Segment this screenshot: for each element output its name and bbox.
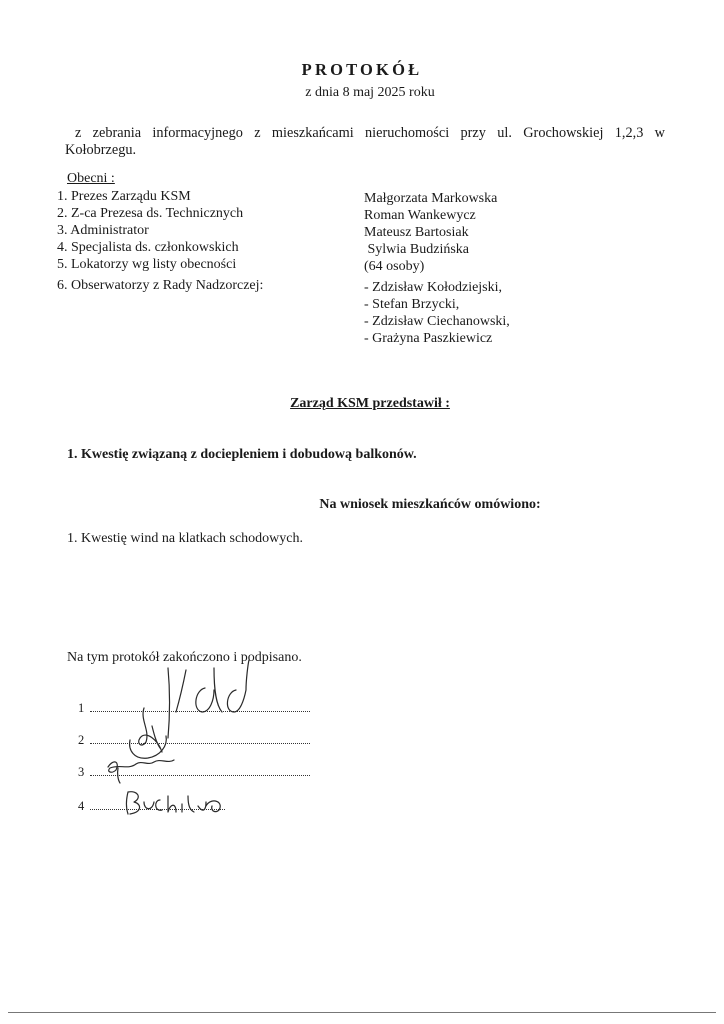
- observer-3: - Zdzisław Ciechanowski,: [364, 314, 510, 329]
- signature-1-stroke: [196, 688, 214, 712]
- document-date: z dnia 8 maj 2025 roku: [305, 85, 435, 100]
- observer-2: - Stefan Brzycki,: [364, 297, 460, 312]
- present-role-1: 1. Prezes Zarządu KSM: [57, 189, 191, 204]
- signature-number: 1: [78, 701, 85, 715]
- signature-2-stroke: [130, 736, 167, 758]
- footer-rule: [8, 1012, 716, 1013]
- signature-number: 3: [78, 765, 85, 779]
- present-role-2: 2. Z-ca Prezesa ds. Technicznych: [57, 206, 244, 221]
- signature-2-stroke: [152, 726, 160, 748]
- present-name-2: Roman Wankewycz: [364, 208, 476, 223]
- present-role-4: 4. Specjalista ds. członkowskich: [57, 240, 239, 255]
- present-name-1: Małgorzata Markowska: [364, 191, 498, 206]
- present-role-5: 5. Lokatorzy wg listy obecności: [57, 257, 237, 272]
- observer-4: - Grażyna Paszkiewicz: [364, 331, 493, 346]
- signature-1-stroke: [168, 668, 170, 738]
- request-item: 1. Kwestię wind na klatkach schodowych.: [67, 531, 303, 546]
- signature-number: 2: [78, 733, 85, 747]
- board-heading: Zarząd KSM przedstawił :: [290, 396, 450, 411]
- signature-4-stroke: [144, 796, 194, 812]
- closing-sentence: Na tym protokół zakończono i podpisano.: [67, 650, 302, 665]
- signature-1-stroke: [176, 670, 186, 712]
- present-role-6: 6. Obserwatorzy z Rady Nadzorczej:: [57, 278, 264, 293]
- intro-line-1: z zebrania informacyjnego z mieszkańcami nieruchomości przy ul. Grochowskiej 1,2,3 w: [75, 125, 665, 141]
- signature-number: 4: [78, 799, 85, 813]
- signature-4-stroke: [127, 792, 140, 814]
- present-name-4: Sylwia Budzińska: [364, 242, 469, 257]
- signature-3-stroke: [118, 768, 120, 783]
- observer-1: - Zdzisław Kołodziejski,: [364, 280, 503, 295]
- document-title: PROTOKÓŁ: [301, 60, 423, 79]
- signature-1-stroke: [227, 660, 249, 712]
- present-label: Obecni :: [67, 171, 115, 186]
- present-name-3: Mateusz Bartosiak: [364, 225, 469, 240]
- request-heading: Na wniosek mieszkańców omówiono:: [319, 497, 541, 512]
- present-role-3: 3. Administrator: [57, 223, 149, 238]
- board-item: 1. Kwestię związaną z dociepleniem i dobudową balkonów.: [67, 447, 417, 462]
- present-name-5: (64 osoby): [364, 259, 425, 274]
- intro-line-2: Kołobrzegu.: [65, 142, 137, 158]
- signature-1-stroke: [214, 668, 222, 712]
- signature-4-stroke: [198, 801, 220, 812]
